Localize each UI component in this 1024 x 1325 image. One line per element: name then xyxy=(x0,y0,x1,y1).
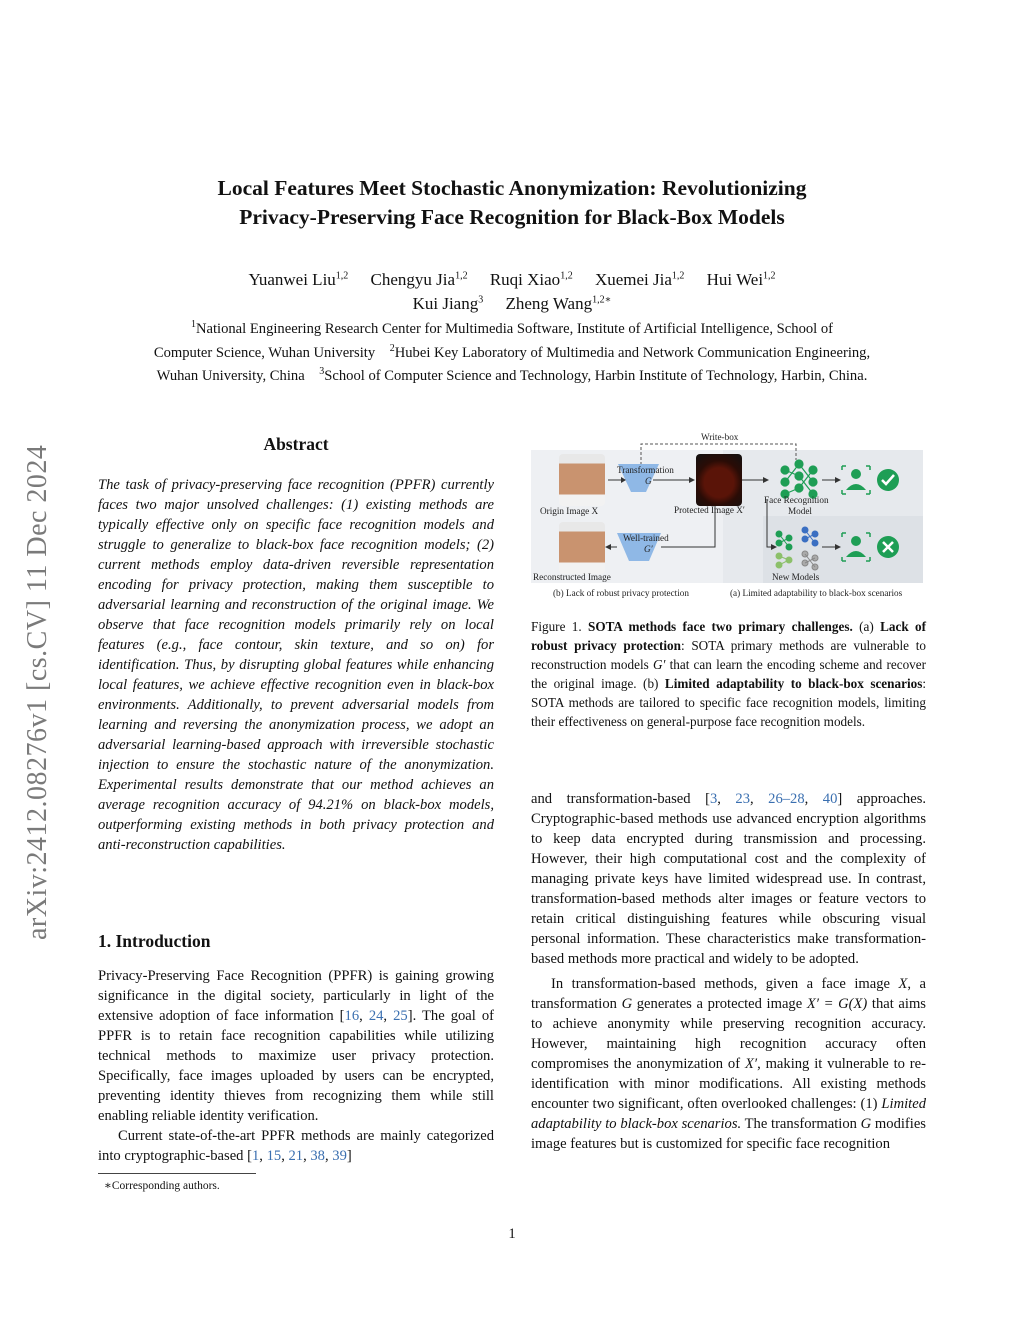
citation-link[interactable]: 1 xyxy=(252,1148,260,1164)
well-trained-g-label: G′ xyxy=(644,544,653,554)
title-line-2: Privacy-Preserving Face Recognition for Black-Box Models xyxy=(239,205,785,229)
affiliations xyxy=(100,318,924,389)
author: Chengyu Jia$^{1,2}$ xyxy=(370,270,468,289)
page-number: 1 xyxy=(508,1226,516,1242)
citation-link[interactable]: 39 xyxy=(332,1148,347,1164)
right-paragraph-1: and transformation-based [3, 23, 26–28, 40] approaches. Cryptographic-based methods use advanced encryption algorithms to keep data encrypted during transmission and processing. However, their high computational cost and the complexity of managing private keys have limited widespread use. In contrast, transformation-based methods alter images or feature vectors to retain critical distinguishing features while obscuring visual personal information. These characteristics make transformation-based methods more practical and widely to be adopted. xyxy=(531,791,927,967)
arxiv-identifier: arXiv:2412.08276v1 [cs.CV] 11 Dec 2024 xyxy=(22,444,53,940)
right-paragraph-2: In transformation-based methods, given a face image X, a transformation G generates a protected image X′ = G(X) that aims to achieve anonymity while preserving recognition accuracy. However, maintaining high recognition accuracy often compromises the anonymization of X′, making it vulnerable to re-identification with minor modifications. All existing methods encounter two significant, often overlooked challenges: (1) Limited adaptability to black-box scenarios. The transformation G modifies image features but is customized for specific face recognition xyxy=(531,976,926,1152)
citation-link[interactable]: 23 xyxy=(735,791,750,807)
author: Hui Wei$^{1,2}$ xyxy=(706,270,776,289)
citation-link[interactable]: 21 xyxy=(288,1148,304,1164)
affiliation-line-2: Computer Science, Wuhan University $^2$Hubei Key Laboratory of Multimedia and Network Communication Engineering, xyxy=(153,342,871,361)
citation-link[interactable]: 38 xyxy=(310,1148,325,1164)
reconstructed-face-image xyxy=(559,522,605,574)
citation-link[interactable]: 16 xyxy=(344,1008,360,1024)
affiliation-line-3: Wuhan University, China $^3$School of Computer Science and Technology, Harbin Institute of Technology, Harbin, China. xyxy=(156,366,868,384)
citation-link[interactable]: 40 xyxy=(822,791,838,807)
citation-link[interactable]: 25 xyxy=(393,1008,408,1024)
introduction-body xyxy=(98,966,494,1166)
author: Xuemei Jia$^{1,2}$ xyxy=(594,270,685,289)
paper-title xyxy=(100,174,924,232)
author-line-1 xyxy=(100,268,924,292)
footnote-rule xyxy=(98,1173,256,1174)
right-column-body xyxy=(531,789,926,1154)
author-list xyxy=(100,268,924,316)
abstract-heading: Abstract xyxy=(263,434,329,454)
origin-face-image xyxy=(559,454,605,506)
figure-caption: Figure 1. SOTA methods face two primary challenges. (a) Lack of robust privacy protection: SOTA primary methods are vulnerable to reconstruction models G′ that can learn the encoding scheme and recover the original image. (b) Limited adaptability to black-box scenarios: SOTA methods are tailored to specific face recognition models, limiting their effectiveness on general-purpose face recognition models. xyxy=(531,619,927,729)
transformation-label: Transformation xyxy=(617,465,674,475)
network-icon xyxy=(781,460,817,498)
citation-link[interactable]: 24 xyxy=(368,1008,384,1024)
author: Kui Jiang$^3$ xyxy=(412,294,484,313)
citation-link[interactable]: 26–28 xyxy=(768,791,805,807)
abstract-body: The task of privacy-preserving face recognition (PPFR) currently faces two major unsolved challenges: (1) existing methods are typically effective only on specific face recognition models and struggle to generalize to black-box face recognition models; (2) current methods employ data-driven reversible representation encoding for privacy protection, making them susceptible to adversarial learning and reconstruction of the original image. We observe that face recognition models primarily rely on local features (e.g., face contour, skin texture, and so on) for identification. Thus, by disrupting global features while enhancing local features, we achieve effective recognition even in black-box environments. Additionally, to prevent adversarial models from learning and reversing the anonymization process, we adopt an adversarial learning-based approach with irreversible stochastic injection to ensure the stochastic nature of the anonymization. Experimental results demonstrate that our method achieves an average recognition accuracy of 94.21% on black-box models, outperforming existing methods in both privacy protection and anti-reconstruction capabilities. xyxy=(98,477,494,853)
reconstructed-image-label: Reconstructed Image xyxy=(533,572,611,582)
new-models-label: New Models xyxy=(772,572,820,582)
write-box-label: Write-box xyxy=(701,432,739,442)
cross-icon xyxy=(877,536,899,558)
face-recognition-model-label: Model xyxy=(788,506,812,516)
intro-paragraph-1: Privacy-Preserving Face Recognition (PPFR) is gaining growing significance in the digital society, particularly in light of the extensive adoption of face information [16, 24, 25]. The goal of PPFR is to retain face recognition capabilities while utilizing technical methods to maximize user privacy protection. Specifically, face images uploaded by users can be encrypted, preventing identity thieves from recognizing them while still enabling reliable identity verification. xyxy=(98,968,495,1124)
subfigure-a-label: (a) Limited adaptability to black-box scenarios xyxy=(730,588,903,598)
protected-image-label: Protected Image X′ xyxy=(674,505,745,515)
figure-1 xyxy=(531,430,929,605)
citation-link[interactable]: 15 xyxy=(266,1148,282,1164)
citation-link[interactable]: 3 xyxy=(709,791,718,807)
intro-paragraph-2: Current state-of-the-art PPFR methods are mainly categorized into cryptographic-based [1, 15, 21, 38, 39] xyxy=(98,1128,494,1164)
author-line-2 xyxy=(100,292,924,316)
affiliation-line-1: $^1$National Engineering Research Center for Multimedia Software, Institute of Artificial Intelligence, School of xyxy=(190,319,834,337)
transformation-g-label: G xyxy=(645,476,652,486)
section-heading-introduction: 1. Introduction xyxy=(98,931,211,951)
footnote: ∗Corresponding authors. xyxy=(104,1180,220,1192)
title-line-1: Local Features Meet Stochastic Anonymization: Revolutionizing xyxy=(217,176,807,200)
face-recognition-label: Face Recognition xyxy=(764,495,829,505)
author: Zheng Wang$^{1,2∗}$ xyxy=(505,294,612,313)
check-icon xyxy=(877,469,899,491)
origin-image-label: Origin Image X xyxy=(540,506,599,516)
well-trained-label: Well-trained xyxy=(623,533,669,543)
author: Ruqi Xiao$^{1,2}$ xyxy=(489,270,573,289)
protected-face-image xyxy=(696,454,742,506)
author: Yuanwei Liu$^{1,2}$ xyxy=(248,270,349,289)
subfigure-b-label: (b) Lack of robust privacy protection xyxy=(553,588,689,598)
